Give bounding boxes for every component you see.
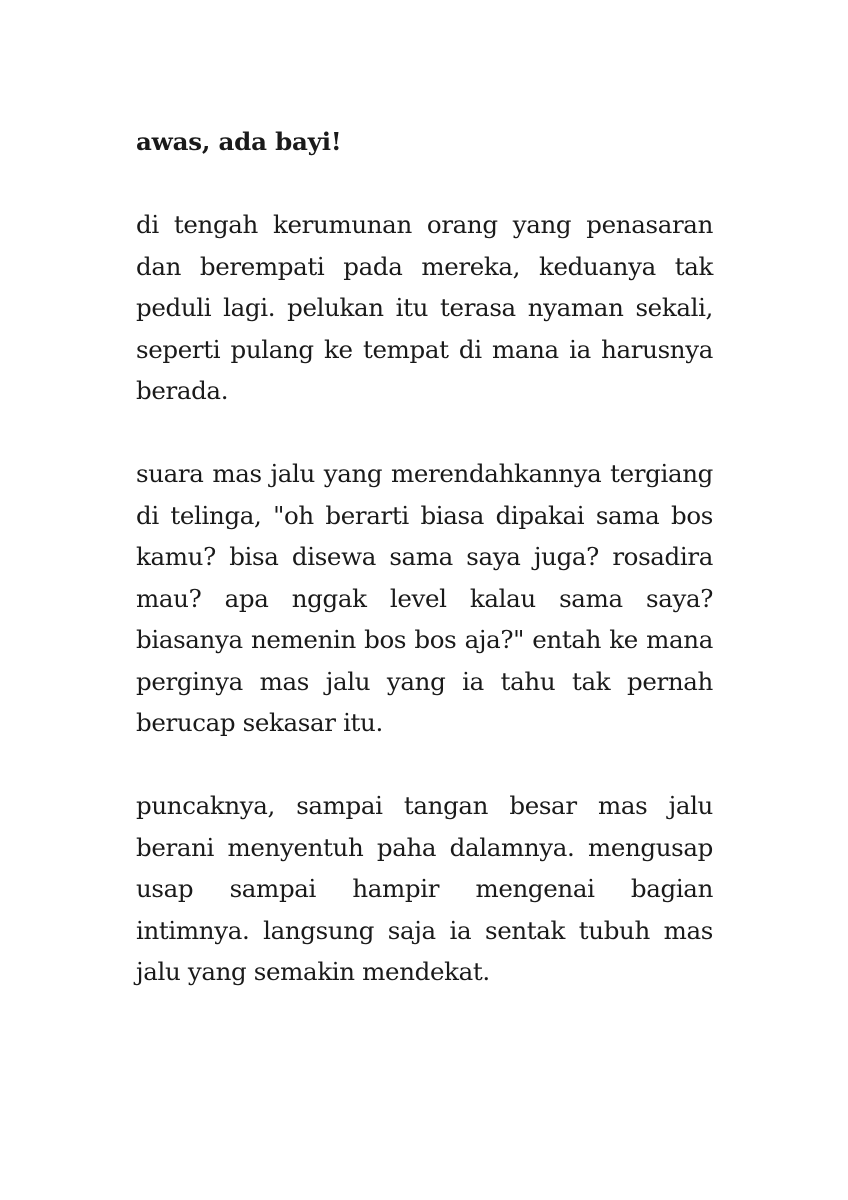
- paragraph-2: suara mas jalu yang merendahkannya tergiang di telinga, "oh berarti biasa dipakai sama bos kamu? bisa disewa sama saya juga? rosadira mau? apa nggak level kalau sama saya? biasanya nemenin bos bos aja?" entah ke mana perginya mas jalu yang ia tahu tak pernah berucap sekasar itu.: [136, 459, 713, 737]
- chapter-title: awas, ada bayi!: [136, 127, 342, 156]
- paragraph-1: di tengah kerumunan orang yang penasaran dan berempati pada mereka, keduanya tak peduli lagi. pelukan itu terasa nyaman sekali, seperti pulang ke tempat di mana ia harusnya berada.: [136, 210, 713, 405]
- paragraph-3: puncaknya, sampai tangan besar mas jalu berani menyentuh paha dalamnya. mengusap usap sampai hampir mengenai bagian intimnya. langsung saja ia sentak tubuh mas jalu yang semakin mendekat.: [136, 791, 713, 986]
- document-page: [136, 121, 713, 993]
